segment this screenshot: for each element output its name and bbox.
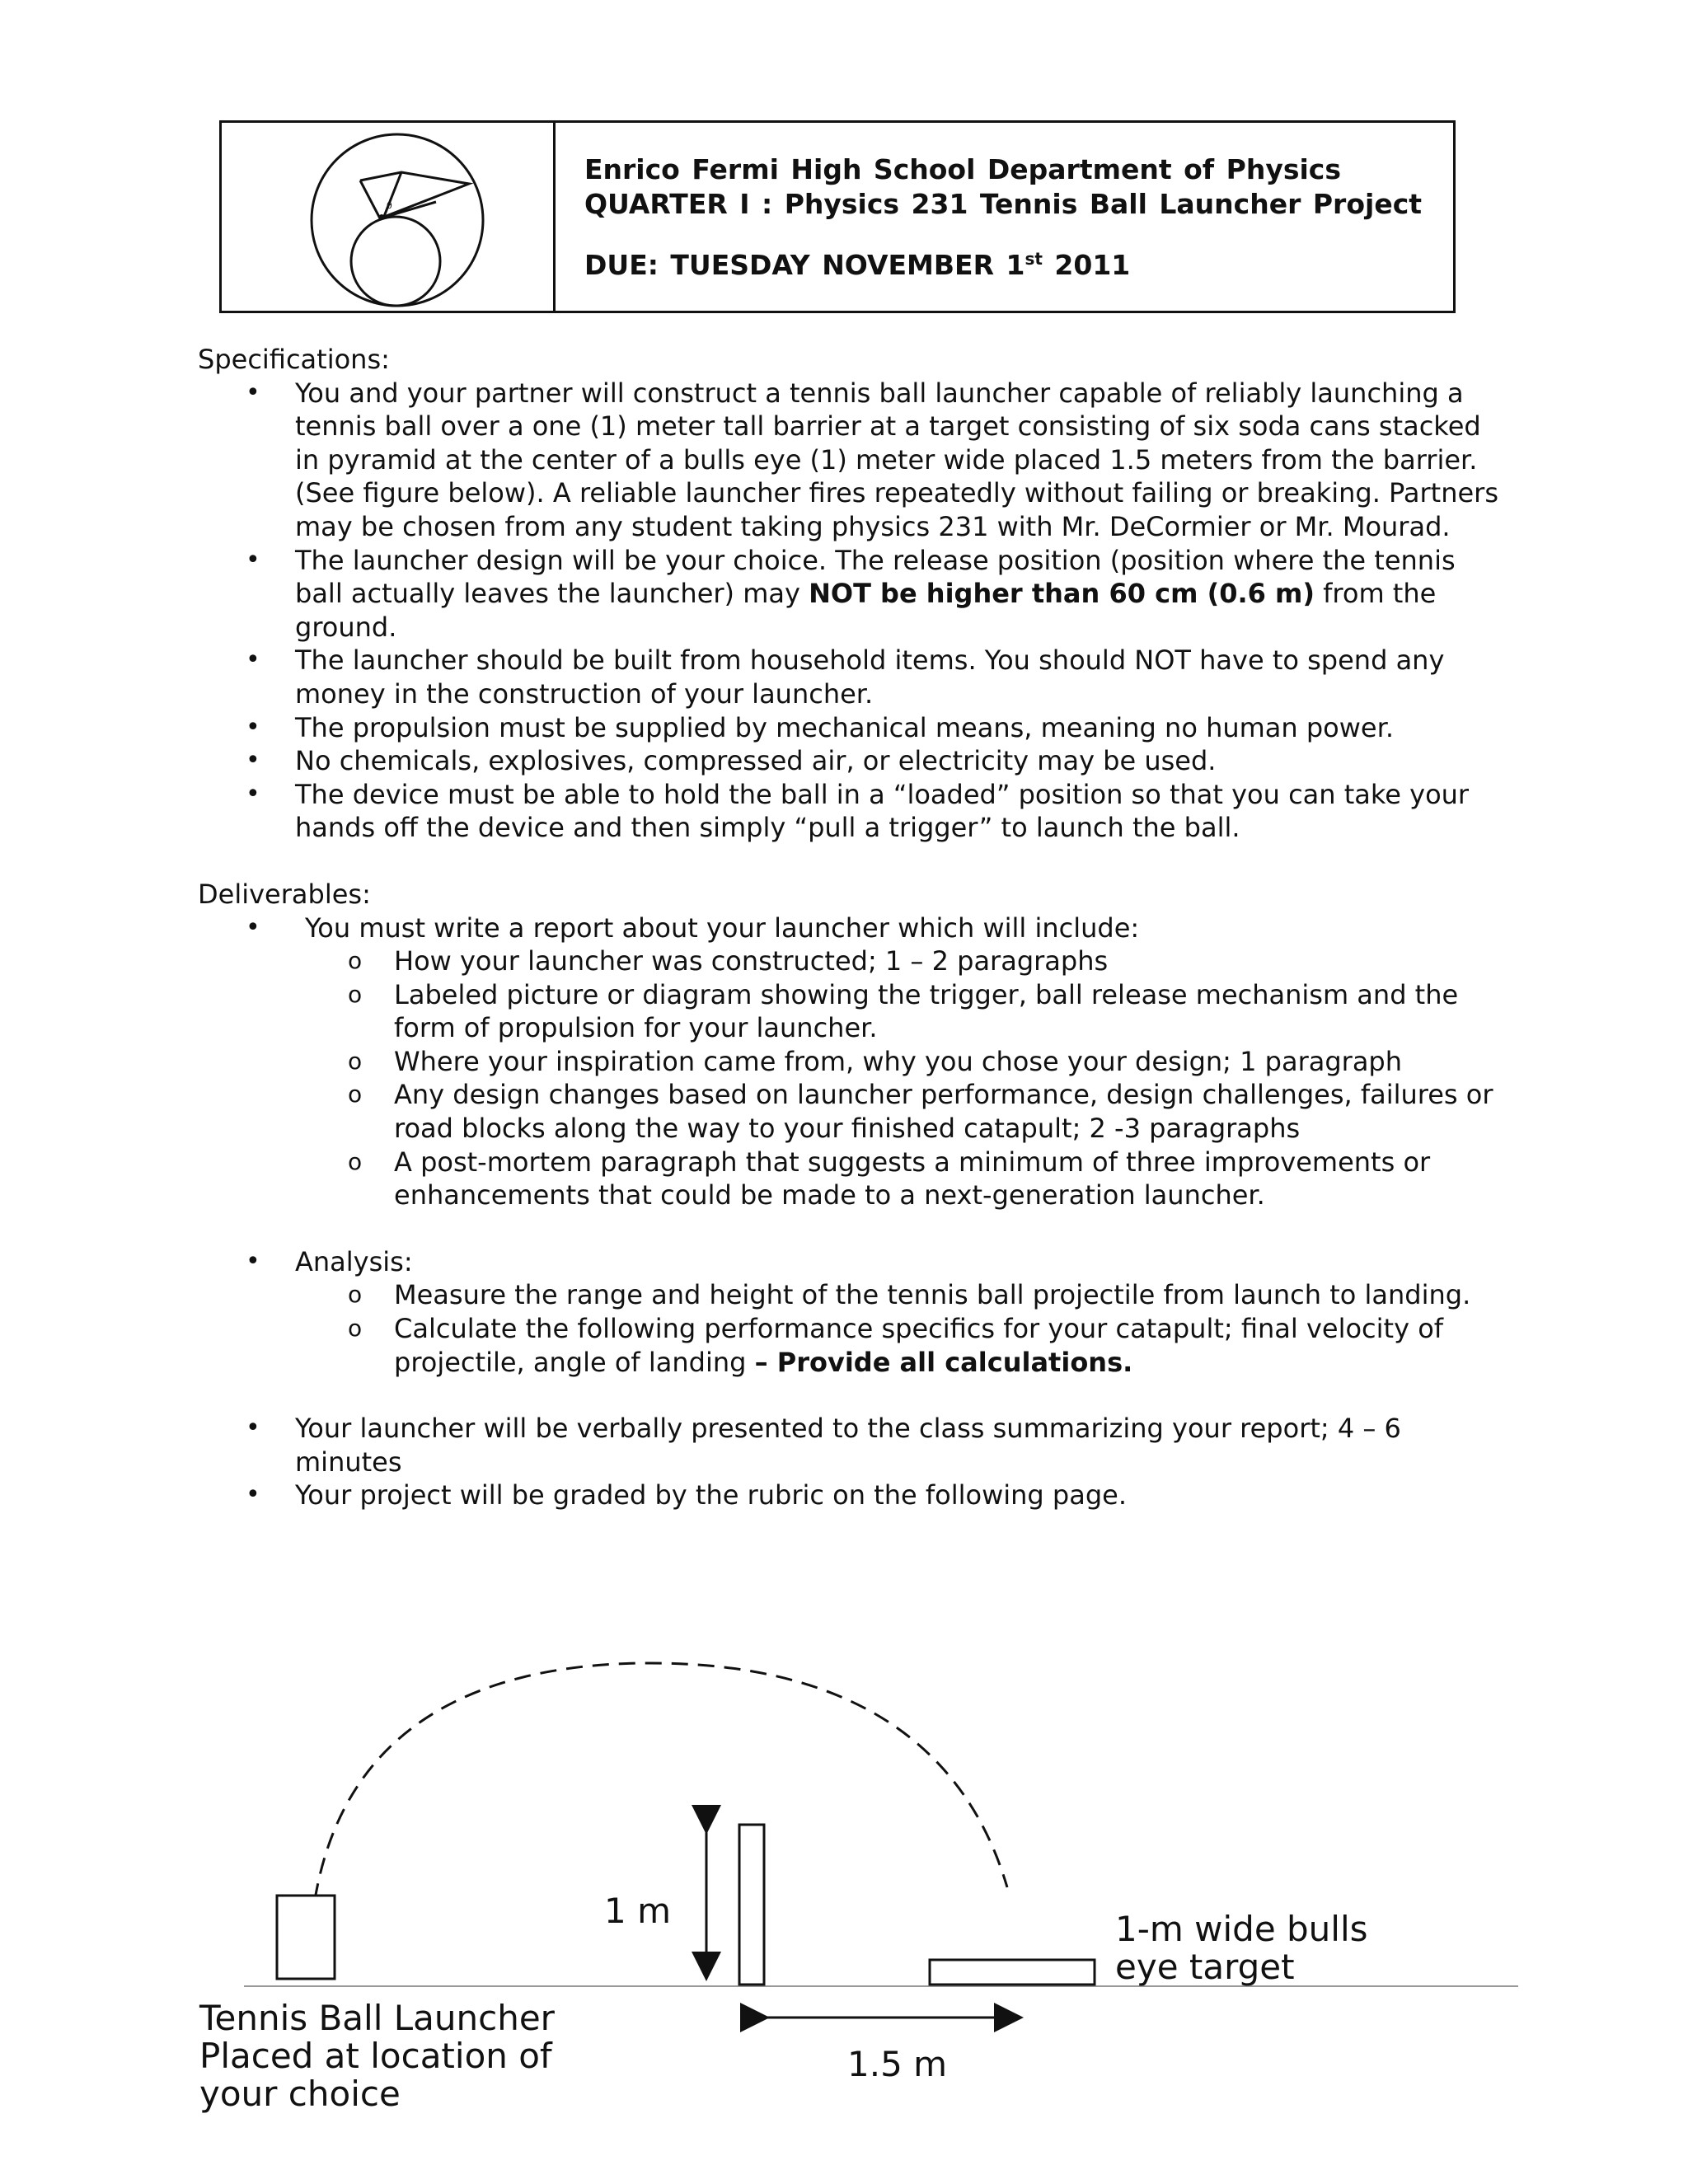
list-item: o Labeled picture or diagram showing the trigger, ball release mechanism and the form of propulsion for your launcher. [295, 978, 1500, 1045]
target-box [930, 1960, 1095, 1985]
list-item: • The propulsion must be supplied by mechanical means, meaning no human power. [198, 711, 1500, 745]
list-item: • Analysis: o Measure the range and height of the tennis ball projectile from launch to landing. o Calculate the following performance specifics for your catapult; final velocity of projectile, angle of landing – Provide all calculations. [198, 1245, 1500, 1379]
list-item: • Your project will be graded by the rubric on the following page. [198, 1479, 1500, 1512]
svg-text:θ: θ [387, 200, 392, 211]
barrier [739, 1825, 764, 1985]
target-label: 1-m wide bulls eye target [1115, 1909, 1368, 1987]
list-item: o How your launcher was constructed; 1 – 2 paragraphs [295, 944, 1500, 978]
list-item: • No chemicals, explosives, compressed air, or electricity may be used. [198, 744, 1500, 778]
list-item: o Measure the range and height of the tennis ball projectile from launch to landing. [295, 1278, 1500, 1312]
list-item: • You must write a report about your launcher which will include: o How your launcher was constructed; 1 – 2 paragraphs o Labeled picture or diagram showing the trigger, ball release mechanism and the form of propulsion for your launcher. o Where your inspiration came from, why you chose your design; 1 paragraph o Any design changes based on launcher performance, design challenges, failures or road blocks along the way to your finished catapult; 2 -3 paragraphs o A post-mortem paragraph that suggests a minimum of three improvements or enhancements that could be made to a next-generation launcher. [198, 912, 1500, 1212]
list-item: o Where your inspiration came from, why you chose your design; 1 paragraph [295, 1045, 1500, 1079]
list-item: • The launcher should be built from household items. You should NOT have to spend any money in the construction of your launcher. [198, 644, 1500, 710]
list-item: o A post-mortem paragraph that suggests a minimum of three improvements or enhancements that could be made to a next-generation launcher. [295, 1146, 1500, 1212]
launcher-box [277, 1896, 335, 1979]
list-item: • You and your partner will construct a tennis ball launcher capable of reliably launching a tennis ball over a one (1) meter tall barrier at a target consisting of six soda cans stacked in pyramid at the center of a bulls eye (1) meter wide placed 1.5 meters from the barrier. (See figure below). A reliable launcher fires repeatedly without failing or breaking. Partners may be chosen from any student taking physics 231 with Mr. DeCormier or Mr. Mourad. [198, 377, 1500, 544]
list-item: o Calculate the following performance specifics for your catapult; final velocity of projectile, angle of landing – Provide all calculations. [295, 1312, 1500, 1379]
project-title: QUARTER I : Physics 231 Tennis Ball Launcher Project [584, 188, 1423, 220]
specifications-title: Specifications: [198, 344, 390, 375]
due-date: DUE: TUESDAY NOVEMBER 1st 2011 [584, 249, 1131, 281]
list-item: • The launcher design will be your choice. The release position (position where the tennis ball actually leaves the launcher) may NOT be higher than 60 cm (0.6 m) from the ground. [198, 544, 1500, 644]
trajectory-arc [315, 1663, 1007, 1900]
barrier-height-label: 1 m [604, 1891, 671, 1931]
school-name: Enrico Fermi High School Department of Physics [584, 153, 1341, 185]
list-item: • Your launcher will be verbally presented to the class summarizing your report; 4 – 6 minutes [198, 1412, 1500, 1479]
distance-label: 1.5 m [847, 2044, 948, 2084]
list-item: • The device must be able to hold the ball in a “loaded” position so that you can take your hands off the device and then simply “pull a trigger” to launch the ball. [198, 778, 1500, 845]
deliverables-title: Deliverables: [198, 878, 371, 910]
launcher-label: Tennis Ball Launcher Placed at location of your choice [199, 1998, 555, 2114]
list-item: o Any design changes based on launcher performance, design challenges, failures or road blocks along the way to your finished catapult; 2 -3 paragraphs [295, 1078, 1500, 1145]
